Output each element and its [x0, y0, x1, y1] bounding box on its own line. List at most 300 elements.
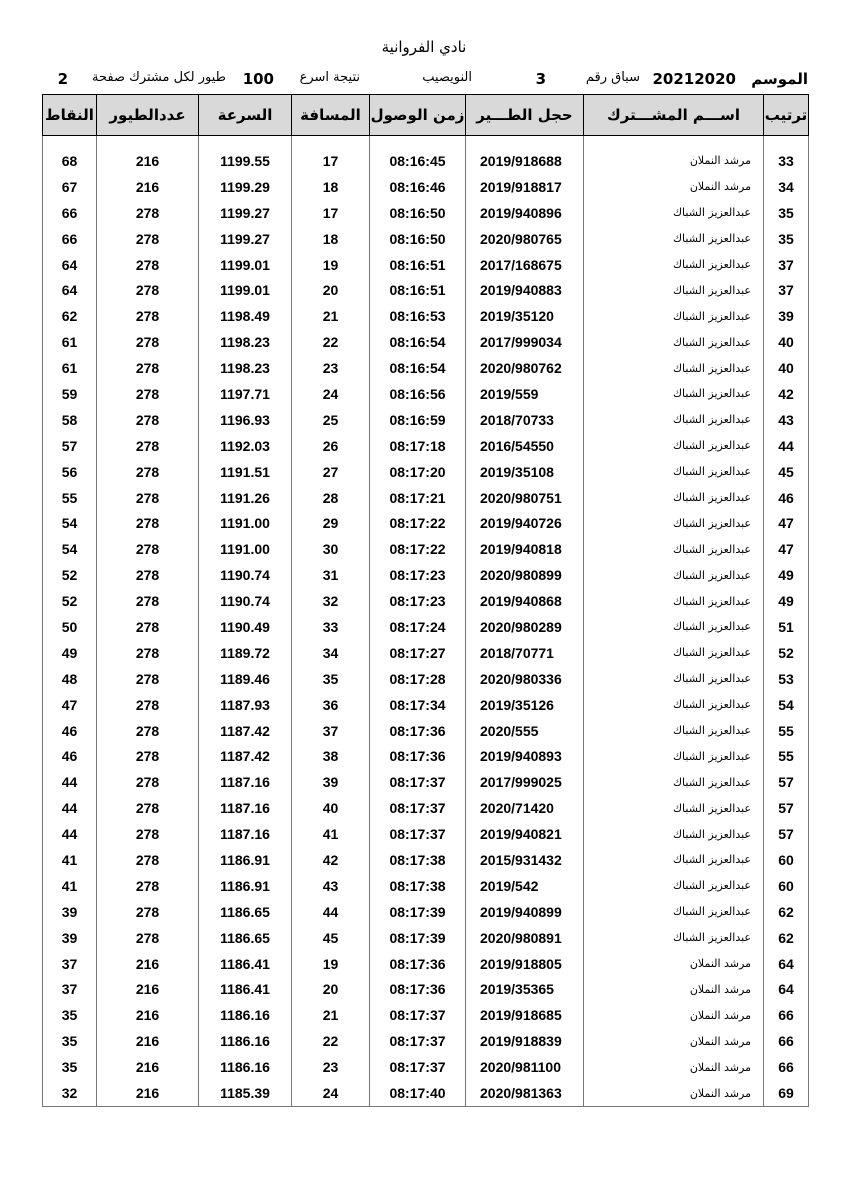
- ring-number-cell: 2019/918805: [466, 951, 584, 977]
- per-member-label: طيور لكل مشترك صفحة: [92, 70, 226, 85]
- speed-cell: 1199.55: [199, 148, 292, 174]
- table-row: [43, 821, 809, 847]
- speed-cell: 1189.72: [199, 640, 292, 666]
- distance-cell: 44: [292, 899, 370, 925]
- member-name-cell: مرشد النملان: [584, 951, 764, 977]
- bird-count-cell: 278: [97, 614, 199, 640]
- col-header-rank: ترتيب: [764, 95, 809, 136]
- rank-cell: 51: [764, 614, 809, 640]
- arrival-time-cell: 08:16:56: [370, 381, 466, 407]
- arrival-time-cell: 08:17:34: [370, 692, 466, 718]
- table-row: [43, 614, 809, 640]
- distance-cell: 40: [292, 795, 370, 821]
- speed-cell: 1186.16: [199, 1028, 292, 1054]
- points-cell: 37: [43, 951, 97, 977]
- points-cell: 56: [43, 459, 97, 485]
- rank-cell: 35: [764, 200, 809, 226]
- rank-cell: 64: [764, 951, 809, 977]
- ring-number-cell: 2020/981100: [466, 1054, 584, 1080]
- bird-count-cell: 278: [97, 200, 199, 226]
- distance-cell: 30: [292, 536, 370, 562]
- member-name-cell: مرشد النملان: [584, 1002, 764, 1028]
- table-row: [43, 329, 809, 355]
- speed-cell: 1187.42: [199, 718, 292, 744]
- distance-cell: 25: [292, 407, 370, 433]
- table-row: [43, 1002, 809, 1028]
- member-name-cell: عبدالعزيز الشباك: [584, 562, 764, 588]
- club-name: نادي الفروانية: [381, 38, 467, 56]
- table-row: [43, 977, 809, 1003]
- bird-count-cell: 216: [97, 951, 199, 977]
- speed-cell: 1191.51: [199, 459, 292, 485]
- bird-count-cell: 278: [97, 510, 199, 536]
- ring-number-cell: 2019/940726: [466, 510, 584, 536]
- points-cell: 54: [43, 536, 97, 562]
- points-cell: 35: [43, 1002, 97, 1028]
- ring-number-cell: 2020/980289: [466, 614, 584, 640]
- arrival-time-cell: 08:16:51: [370, 277, 466, 303]
- speed-cell: 1189.46: [199, 666, 292, 692]
- ring-number-cell: 2019/35126: [466, 692, 584, 718]
- speed-cell: 1191.00: [199, 510, 292, 536]
- table-row: [43, 588, 809, 614]
- rank-cell: 39: [764, 303, 809, 329]
- ring-number-cell: 2015/931432: [466, 847, 584, 873]
- bird-count-cell: 278: [97, 847, 199, 873]
- distance-cell: 18: [292, 174, 370, 200]
- ring-number-cell: 2019/542: [466, 873, 584, 899]
- speed-cell: 1199.01: [199, 277, 292, 303]
- arrival-time-cell: 08:16:59: [370, 407, 466, 433]
- speed-cell: 1187.16: [199, 769, 292, 795]
- table-row: [43, 718, 809, 744]
- table-row: [43, 925, 809, 951]
- ring-number-cell: 2019/559: [466, 381, 584, 407]
- ring-number-cell: 2017/999034: [466, 329, 584, 355]
- member-name-cell: مرشد النملان: [584, 1080, 764, 1106]
- points-cell: 54: [43, 510, 97, 536]
- race-info-line: [42, 70, 808, 90]
- race-number-value: 3: [535, 70, 546, 88]
- season-value: 20212020: [652, 70, 736, 88]
- ring-number-cell: 2020/980765: [466, 226, 584, 252]
- member-name-cell: عبدالعزيز الشباك: [584, 433, 764, 459]
- rank-cell: 34: [764, 174, 809, 200]
- member-name-cell: مرشد النملان: [584, 1028, 764, 1054]
- table-row: [43, 355, 809, 381]
- distance-cell: 21: [292, 1002, 370, 1028]
- rank-cell: 55: [764, 743, 809, 769]
- distance-cell: 24: [292, 1080, 370, 1106]
- speed-cell: 1186.16: [199, 1054, 292, 1080]
- table-row: [43, 873, 809, 899]
- arrival-time-cell: 08:17:36: [370, 743, 466, 769]
- points-cell: 59: [43, 381, 97, 407]
- member-name-cell: عبدالعزيز الشباك: [584, 588, 764, 614]
- rank-cell: 49: [764, 588, 809, 614]
- points-cell: 64: [43, 252, 97, 278]
- member-name-cell: عبدالعزيز الشباك: [584, 303, 764, 329]
- member-name-cell: عبدالعزيز الشباك: [584, 459, 764, 485]
- speed-cell: 1187.93: [199, 692, 292, 718]
- bird-count-cell: 278: [97, 795, 199, 821]
- member-name-cell: عبدالعزيز الشباك: [584, 355, 764, 381]
- member-name-cell: عبدالعزيز الشباك: [584, 925, 764, 951]
- bird-count-cell: 278: [97, 899, 199, 925]
- rank-cell: 43: [764, 407, 809, 433]
- points-cell: 39: [43, 925, 97, 951]
- arrival-time-cell: 08:17:23: [370, 562, 466, 588]
- speed-cell: 1187.16: [199, 821, 292, 847]
- distance-cell: 38: [292, 743, 370, 769]
- member-name-cell: عبدالعزيز الشباك: [584, 329, 764, 355]
- bird-count-cell: 216: [97, 977, 199, 1003]
- distance-cell: 17: [292, 148, 370, 174]
- rank-cell: 45: [764, 459, 809, 485]
- speed-cell: 1187.42: [199, 743, 292, 769]
- points-cell: 61: [43, 355, 97, 381]
- arrival-time-cell: 08:16:50: [370, 226, 466, 252]
- table-row: [43, 174, 809, 200]
- distance-cell: 21: [292, 303, 370, 329]
- bird-count-cell: 278: [97, 692, 199, 718]
- bird-count-cell: 278: [97, 588, 199, 614]
- distance-cell: 23: [292, 355, 370, 381]
- arrival-time-cell: 08:16:53: [370, 303, 466, 329]
- distance-cell: 37: [292, 718, 370, 744]
- ring-number-cell: 2020/980336: [466, 666, 584, 692]
- bird-count-cell: 278: [97, 303, 199, 329]
- points-cell: 62: [43, 303, 97, 329]
- rank-cell: 47: [764, 510, 809, 536]
- table-row: [43, 277, 809, 303]
- bird-count-cell: 278: [97, 459, 199, 485]
- rank-cell: 62: [764, 925, 809, 951]
- bird-count-cell: 278: [97, 226, 199, 252]
- arrival-time-cell: 08:17:22: [370, 510, 466, 536]
- member-name-cell: عبدالعزيز الشباك: [584, 381, 764, 407]
- arrival-time-cell: 08:17:27: [370, 640, 466, 666]
- points-cell: 66: [43, 226, 97, 252]
- table-header-row: [43, 95, 809, 136]
- rank-cell: 40: [764, 329, 809, 355]
- member-name-cell: عبدالعزيز الشباك: [584, 536, 764, 562]
- arrival-time-cell: 08:17:36: [370, 951, 466, 977]
- table-row: [43, 407, 809, 433]
- rank-cell: 42: [764, 381, 809, 407]
- ring-number-cell: 2020/981363: [466, 1080, 584, 1106]
- arrival-time-cell: 08:16:51: [370, 252, 466, 278]
- table-row: [43, 433, 809, 459]
- speed-cell: 1185.39: [199, 1080, 292, 1106]
- points-cell: 61: [43, 329, 97, 355]
- member-name-cell: عبدالعزيز الشباك: [584, 795, 764, 821]
- ring-number-cell: 2019/940893: [466, 743, 584, 769]
- member-name-cell: عبدالعزيز الشباك: [584, 226, 764, 252]
- speed-cell: 1199.29: [199, 174, 292, 200]
- points-cell: 44: [43, 769, 97, 795]
- rank-cell: 44: [764, 433, 809, 459]
- bird-count-cell: 278: [97, 562, 199, 588]
- speed-cell: 1186.65: [199, 899, 292, 925]
- rank-cell: 46: [764, 485, 809, 511]
- member-name-cell: عبدالعزيز الشباك: [584, 200, 764, 226]
- bird-count-cell: 278: [97, 821, 199, 847]
- member-name-cell: عبدالعزيز الشباك: [584, 873, 764, 899]
- points-cell: 44: [43, 795, 97, 821]
- member-name-cell: عبدالعزيز الشباك: [584, 847, 764, 873]
- table-row: [43, 510, 809, 536]
- member-name-cell: عبدالعزيز الشباك: [584, 769, 764, 795]
- rank-cell: 62: [764, 899, 809, 925]
- ring-number-cell: 2019/940883: [466, 277, 584, 303]
- arrival-time-cell: 08:16:50: [370, 200, 466, 226]
- distance-cell: 33: [292, 614, 370, 640]
- table-row: [43, 562, 809, 588]
- member-name-cell: عبدالعزيز الشباك: [584, 821, 764, 847]
- ring-number-cell: 2018/70733: [466, 407, 584, 433]
- member-name-cell: عبدالعزيز الشباك: [584, 277, 764, 303]
- col-header-arrival: زمن الوصول: [370, 95, 466, 136]
- ring-number-cell: 2019/940899: [466, 899, 584, 925]
- distance-cell: 43: [292, 873, 370, 899]
- speed-cell: 1198.23: [199, 329, 292, 355]
- member-name-cell: عبدالعزيز الشباك: [584, 252, 764, 278]
- arrival-time-cell: 08:17:21: [370, 485, 466, 511]
- ring-number-cell: 2017/168675: [466, 252, 584, 278]
- arrival-time-cell: 08:17:28: [370, 666, 466, 692]
- speed-cell: 1187.16: [199, 795, 292, 821]
- points-cell: 32: [43, 1080, 97, 1106]
- distance-cell: 41: [292, 821, 370, 847]
- arrival-time-cell: 08:17:37: [370, 769, 466, 795]
- arrival-time-cell: 08:17:18: [370, 433, 466, 459]
- arrival-time-cell: 08:16:54: [370, 329, 466, 355]
- bird-count-cell: 278: [97, 873, 199, 899]
- distance-cell: 42: [292, 847, 370, 873]
- race-name: النويصيب: [422, 70, 472, 85]
- rank-cell: 69: [764, 1080, 809, 1106]
- table-row: [43, 1028, 809, 1054]
- rank-cell: 53: [764, 666, 809, 692]
- speed-cell: 1190.74: [199, 562, 292, 588]
- table-body: [43, 136, 809, 1107]
- table-row: [43, 485, 809, 511]
- ring-number-cell: 2019/940896: [466, 200, 584, 226]
- rank-cell: 40: [764, 355, 809, 381]
- ring-number-cell: 2020/71420: [466, 795, 584, 821]
- distance-cell: 36: [292, 692, 370, 718]
- speed-cell: 1190.49: [199, 614, 292, 640]
- results-table: [42, 94, 809, 1107]
- distance-cell: 20: [292, 977, 370, 1003]
- speed-cell: 1199.27: [199, 226, 292, 252]
- col-header-points: النقاط: [43, 95, 97, 136]
- distance-cell: 45: [292, 925, 370, 951]
- ring-number-cell: 2016/54550: [466, 433, 584, 459]
- ring-number-cell: 2019/918839: [466, 1028, 584, 1054]
- speed-cell: 1186.91: [199, 873, 292, 899]
- distance-cell: 28: [292, 485, 370, 511]
- points-cell: 50: [43, 614, 97, 640]
- speed-cell: 1190.74: [199, 588, 292, 614]
- points-cell: 57: [43, 433, 97, 459]
- table-row: [43, 303, 809, 329]
- points-cell: 58: [43, 407, 97, 433]
- ring-number-cell: 2019/918685: [466, 1002, 584, 1028]
- col-header-birds: عددالطيور: [97, 95, 199, 136]
- table-row: [43, 200, 809, 226]
- rank-cell: 60: [764, 847, 809, 873]
- speed-cell: 1197.71: [199, 381, 292, 407]
- speed-cell: 1199.01: [199, 252, 292, 278]
- ring-number-cell: 2019/35108: [466, 459, 584, 485]
- rank-cell: 47: [764, 536, 809, 562]
- arrival-time-cell: 08:17:37: [370, 1002, 466, 1028]
- rank-cell: 57: [764, 769, 809, 795]
- distance-cell: 29: [292, 510, 370, 536]
- col-header-speed: السرعة: [199, 95, 292, 136]
- result-count: 100: [242, 70, 274, 88]
- table-row: [43, 951, 809, 977]
- bird-count-cell: 216: [97, 1002, 199, 1028]
- points-cell: 46: [43, 743, 97, 769]
- rank-cell: 66: [764, 1054, 809, 1080]
- rank-cell: 52: [764, 640, 809, 666]
- member-name-cell: مرشد النملان: [584, 1054, 764, 1080]
- bird-count-cell: 216: [97, 1054, 199, 1080]
- table-row: [43, 795, 809, 821]
- points-cell: 67: [43, 174, 97, 200]
- bird-count-cell: 216: [97, 174, 199, 200]
- arrival-time-cell: 08:17:22: [370, 536, 466, 562]
- col-header-ring: حجل الطـــير: [466, 95, 584, 136]
- points-cell: 46: [43, 718, 97, 744]
- arrival-time-cell: 08:17:23: [370, 588, 466, 614]
- speed-cell: 1198.23: [199, 355, 292, 381]
- bird-count-cell: 278: [97, 536, 199, 562]
- table-row: [43, 148, 809, 174]
- arrival-time-cell: 08:16:54: [370, 355, 466, 381]
- bird-count-cell: 278: [97, 433, 199, 459]
- table-row: [43, 459, 809, 485]
- distance-cell: 19: [292, 951, 370, 977]
- distance-cell: 31: [292, 562, 370, 588]
- spacer-row: [43, 136, 809, 149]
- ring-number-cell: 2020/555: [466, 718, 584, 744]
- arrival-time-cell: 08:17:37: [370, 821, 466, 847]
- arrival-time-cell: 08:17:36: [370, 977, 466, 1003]
- arrival-time-cell: 08:17:24: [370, 614, 466, 640]
- speed-cell: 1186.41: [199, 977, 292, 1003]
- distance-cell: 32: [292, 588, 370, 614]
- member-name-cell: عبدالعزيز الشباك: [584, 666, 764, 692]
- page-number: 2: [57, 70, 68, 88]
- arrival-time-cell: 08:17:38: [370, 873, 466, 899]
- bird-count-cell: 278: [97, 925, 199, 951]
- member-name-cell: عبدالعزيز الشباك: [584, 640, 764, 666]
- rank-cell: 37: [764, 252, 809, 278]
- points-cell: 52: [43, 562, 97, 588]
- rank-cell: 35: [764, 226, 809, 252]
- ring-number-cell: 2019/35365: [466, 977, 584, 1003]
- speed-cell: 1186.16: [199, 1002, 292, 1028]
- col-header-member: اســـم المشـــترك: [584, 95, 764, 136]
- speed-cell: 1186.91: [199, 847, 292, 873]
- rank-cell: 66: [764, 1028, 809, 1054]
- rank-cell: 54: [764, 692, 809, 718]
- points-cell: 37: [43, 977, 97, 1003]
- distance-cell: 35: [292, 666, 370, 692]
- bird-count-cell: 278: [97, 252, 199, 278]
- table-row: [43, 640, 809, 666]
- points-cell: 44: [43, 821, 97, 847]
- ring-number-cell: 2020/980891: [466, 925, 584, 951]
- rank-cell: 66: [764, 1002, 809, 1028]
- member-name-cell: عبدالعزيز الشباك: [584, 614, 764, 640]
- table-row: [43, 536, 809, 562]
- member-name-cell: عبدالعزيز الشباك: [584, 899, 764, 925]
- member-name-cell: عبدالعزيز الشباك: [584, 407, 764, 433]
- bird-count-cell: 216: [97, 1028, 199, 1054]
- table-row: [43, 252, 809, 278]
- table-row: [43, 1054, 809, 1080]
- table-row: [43, 381, 809, 407]
- col-header-distance: المسافة: [292, 95, 370, 136]
- ring-number-cell: 2020/980899: [466, 562, 584, 588]
- arrival-time-cell: 08:17:39: [370, 899, 466, 925]
- arrival-time-cell: 08:17:36: [370, 718, 466, 744]
- distance-cell: 19: [292, 252, 370, 278]
- distance-cell: 17: [292, 200, 370, 226]
- distance-cell: 24: [292, 381, 370, 407]
- distance-cell: 39: [292, 769, 370, 795]
- table-row: [43, 769, 809, 795]
- season-label: الموسم: [751, 70, 808, 88]
- speed-cell: 1199.27: [199, 200, 292, 226]
- table-row: [43, 692, 809, 718]
- points-cell: 52: [43, 588, 97, 614]
- bird-count-cell: 278: [97, 743, 199, 769]
- distance-cell: 27: [292, 459, 370, 485]
- points-cell: 66: [43, 200, 97, 226]
- member-name-cell: مرشد النملان: [584, 977, 764, 1003]
- arrival-time-cell: 08:17:40: [370, 1080, 466, 1106]
- ring-number-cell: 2019/940868: [466, 588, 584, 614]
- member-name-cell: عبدالعزيز الشباك: [584, 510, 764, 536]
- arrival-time-cell: 08:17:38: [370, 847, 466, 873]
- bird-count-cell: 278: [97, 640, 199, 666]
- arrival-time-cell: 08:17:37: [370, 1028, 466, 1054]
- bird-count-cell: 278: [97, 407, 199, 433]
- rank-cell: 49: [764, 562, 809, 588]
- arrival-time-cell: 08:16:45: [370, 148, 466, 174]
- member-name-cell: عبدالعزيز الشباك: [584, 743, 764, 769]
- rank-cell: 57: [764, 795, 809, 821]
- speed-cell: 1191.26: [199, 485, 292, 511]
- ring-number-cell: 2020/980762: [466, 355, 584, 381]
- bird-count-cell: 216: [97, 1080, 199, 1106]
- rank-cell: 64: [764, 977, 809, 1003]
- points-cell: 48: [43, 666, 97, 692]
- points-cell: 41: [43, 873, 97, 899]
- bird-count-cell: 278: [97, 666, 199, 692]
- bird-count-cell: 278: [97, 718, 199, 744]
- bird-count-cell: 278: [97, 355, 199, 381]
- distance-cell: 22: [292, 1028, 370, 1054]
- race-number-label: سباق رقم: [585, 70, 640, 85]
- result-label: نتيجة اسرع: [299, 70, 360, 85]
